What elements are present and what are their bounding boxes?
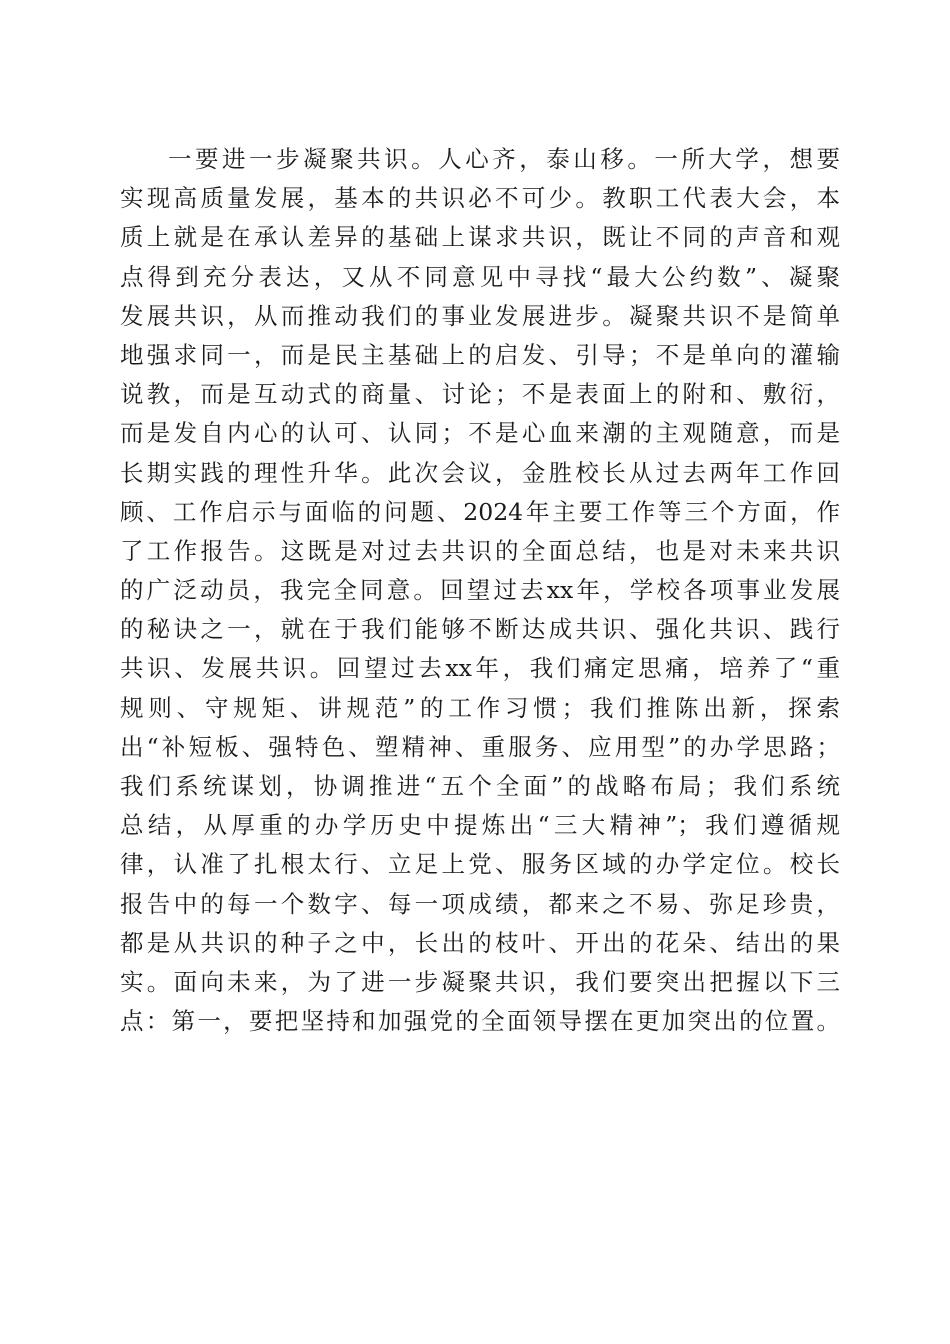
paragraph-line: 都是从共识的种子之中，长出的枝叶、开出的花朵、结出的果	[120, 928, 840, 957]
paragraph-line: 实现高质量发展，基本的共识必不可少。教职工代表大会，本	[120, 184, 840, 213]
paragraph-line: 的广泛动员，我完全同意。回望过去xx年，学校各项事业发展	[120, 576, 840, 605]
paragraph-line: 的秘诀之一，就在于我们能够不断达成共识、强化共识、践行	[120, 615, 840, 644]
paragraph-line: 说教，而是互动式的商量、讨论；不是表面上的附和、敷衍，	[120, 380, 840, 409]
paragraph-line: 顾、工作启示与面临的问题、2024年主要工作等三个方面，作	[120, 497, 840, 526]
body-paragraph	[120, 140, 840, 1041]
paragraph-line: 而是发自内心的认可、认同；不是心血来潮的主观随意，而是	[120, 419, 840, 448]
paragraph-line: 发展共识，从而推动我们的事业发展进步。凝聚共识不是简单	[120, 301, 840, 330]
paragraph-line: 规则、守规矩、讲规范”的工作习惯；我们推陈出新，探索	[120, 693, 840, 722]
paragraph-line: 我们系统谋划，协调推进“五个全面”的战略布局；我们系统	[120, 772, 840, 800]
paragraph-line: 质上就是在承认差异的基础上谋求共识，既让不同的声音和观	[120, 223, 840, 252]
paragraph-line: 共识、发展共识。回望过去xx年，我们痛定思痛，培养了“重	[120, 654, 840, 683]
paragraph-line: 一要进一步凝聚共识。人心齐，泰山移。一所大学，想要	[168, 145, 840, 173]
paragraph-line: 总结，从厚重的办学历史中提炼出“三大精神”；我们遵循规	[120, 811, 840, 840]
paragraph-line: 实。面向未来，为了进一步凝聚共识，我们要突出把握以下三	[120, 967, 840, 996]
paragraph-line: 地强求同一，而是民主基础上的启发、引导；不是单向的灌输	[120, 340, 840, 369]
paragraph-line: 律，认准了扎根太行、立足上党、服务区域的办学定位。校长	[120, 850, 840, 879]
paragraph-line: 报告中的每一个数字、每一项成绩，都来之不易、弥足珍贵，	[120, 889, 840, 918]
paragraph-line: 出“补短板、强特色、塑精神、重服务、应用型”的办学思路；	[120, 732, 840, 761]
paragraph-line: 长期实践的理性升华。此次会议，金胜校长从过去两年工作回	[120, 458, 840, 487]
paragraph-line: 点：第一，要把坚持和加强党的全面领导摆在更加突出的位置。	[120, 1007, 840, 1036]
paragraph-line: 点得到充分表达，又从不同意见中寻找“最大公约数”、凝聚	[120, 262, 840, 291]
paragraph-line: 了工作报告。这既是对过去共识的全面总结，也是对未来共识	[120, 536, 840, 565]
